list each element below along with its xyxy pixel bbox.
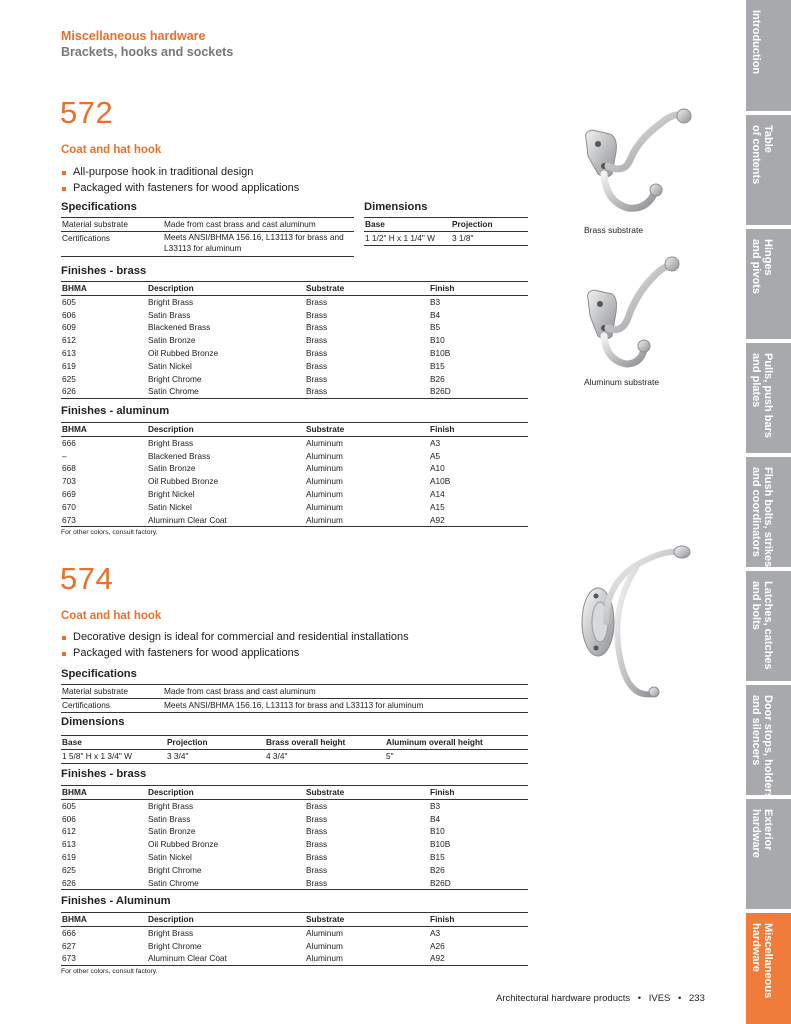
- dimensions-table: [364, 217, 528, 246]
- tab-label: Exterior hardware: [750, 809, 774, 858]
- feature-item: Packaged with fasteners for wood applications: [61, 181, 299, 197]
- bhma-code: 613: [62, 839, 76, 850]
- substrate: Brass: [306, 347, 328, 358]
- column-header: Finish: [429, 786, 528, 800]
- aluminum-hook-image: [578, 252, 688, 370]
- feature-item: Decorative design is ideal for commercial and residential installations: [61, 630, 409, 646]
- substrate: Brass: [306, 373, 328, 384]
- substrate: Aluminum: [306, 501, 343, 512]
- footer-separator: •: [678, 993, 682, 1004]
- finish-description: Satin Brass: [148, 813, 191, 824]
- table-row: [61, 749, 528, 763]
- tab-label: Miscellaneous hardware: [750, 923, 774, 999]
- column-header: Base: [61, 736, 166, 750]
- finishes-brass-table: [61, 785, 528, 890]
- column-header: Description: [147, 282, 305, 296]
- finish-code: A5: [430, 450, 441, 461]
- table-header-row: [61, 786, 528, 800]
- bhma-code: 668: [62, 463, 76, 474]
- table-row: [61, 462, 528, 475]
- image-caption: Aluminum substrate: [584, 377, 660, 387]
- tab-door-stops[interactable]: [746, 685, 791, 799]
- bhma-code: 666: [62, 927, 76, 938]
- finish-description: Satin Bronze: [148, 335, 196, 346]
- substrate: Aluminum: [305, 952, 429, 965]
- bhma-code: 605: [62, 800, 76, 811]
- column-header: BHMA: [61, 282, 147, 296]
- substrate: Aluminum: [306, 450, 343, 461]
- table-row: [61, 475, 528, 488]
- substrate: Brass: [306, 360, 328, 371]
- footer-separator: •: [637, 993, 642, 1004]
- image-caption: Brass substrate: [584, 225, 644, 235]
- finish-description: Satin Nickel: [148, 360, 192, 371]
- finish-code: B4: [430, 309, 441, 320]
- tab-latches-catches[interactable]: [746, 571, 791, 681]
- substrate: Brass: [306, 309, 328, 320]
- finishes-aluminum-heading: Finishes - aluminum: [61, 405, 170, 417]
- bhma-code: 619: [62, 851, 76, 862]
- bhma-code: 670: [62, 501, 76, 512]
- column-header: Projection: [451, 218, 528, 232]
- finish-code: B26: [430, 373, 445, 384]
- finish-description: Oil Rubbed Bronze: [148, 347, 219, 358]
- substrate: Aluminum: [305, 514, 429, 527]
- decorative-hook-image: [576, 538, 696, 716]
- column-header: Finish: [429, 423, 528, 437]
- finish-description: Oil Rubbed Bronze: [148, 476, 219, 487]
- substrate: Brass: [306, 813, 328, 824]
- column-header: BHMA: [61, 423, 147, 437]
- finish-description: Bright Chrome: [148, 373, 202, 384]
- column-header: Aluminum overall height: [385, 736, 528, 750]
- page-number: 233: [689, 993, 705, 1004]
- finish-code: A26: [430, 940, 445, 951]
- finish-code: B10B: [430, 839, 451, 850]
- spec-value: Made from cast brass and cast aluminum: [163, 218, 354, 232]
- table-row: [61, 940, 528, 953]
- bhma-code: 613: [62, 347, 76, 358]
- finish-description: Blackened Brass: [148, 450, 211, 461]
- column-header: Base: [364, 218, 451, 232]
- table-row: [61, 926, 528, 939]
- finish-code: A14: [430, 488, 445, 499]
- table-row: [61, 436, 528, 449]
- finish-code: B10: [430, 826, 445, 837]
- finish-description: Bright Brass: [148, 437, 194, 448]
- table-row: [61, 514, 528, 527]
- bhma-code: 606: [62, 309, 76, 320]
- footer-text: Architectural hardware products: [496, 993, 631, 1004]
- bhma-code: 612: [62, 335, 76, 346]
- spec-value: Made from cast brass and cast aluminum: [163, 685, 528, 699]
- feature-item: Packaged with fasteners for wood applications: [61, 646, 409, 662]
- finish-description: Aluminum Clear Coat: [147, 952, 305, 965]
- finishes-brass-heading: Finishes - brass: [61, 265, 147, 277]
- tab-label: Latches, catches and bolts: [750, 581, 774, 670]
- finish-code: B4: [430, 813, 441, 824]
- tab-introduction[interactable]: [746, 0, 791, 111]
- table-row: [61, 952, 528, 965]
- finish-description: Blackened Brass: [148, 322, 211, 333]
- tab-label: Table of contents: [750, 125, 774, 185]
- dimension-value: 1 5/8" H x 1 3/4" W: [61, 749, 166, 763]
- table-row: [61, 309, 528, 322]
- finish-description: Satin Bronze: [148, 463, 196, 474]
- product-title: Coat and hat hook: [61, 610, 162, 622]
- table-row: [61, 218, 354, 232]
- bhma-code: 609: [62, 322, 76, 333]
- spec-label: Certifications: [61, 698, 163, 712]
- page-footer: [496, 993, 705, 1004]
- tab-label: Flush bolts, strikes and coordinators: [750, 467, 774, 568]
- bhma-code: 606: [62, 813, 76, 824]
- bhma-code: 625: [62, 373, 76, 384]
- finish-description: Bright Chrome: [148, 940, 202, 951]
- table-row: [61, 501, 528, 514]
- section-title: Miscellaneous hardware: [61, 29, 206, 43]
- dimension-value: 3 1/8": [451, 231, 528, 245]
- dimension-value: 4 3/4": [265, 749, 385, 763]
- dimension-value: 5": [385, 749, 528, 763]
- column-header: Substrate: [305, 786, 429, 800]
- finish-code: B5: [430, 322, 441, 333]
- bhma-code: 673: [61, 514, 147, 527]
- table-row: [61, 450, 528, 463]
- column-header: Substrate: [305, 913, 429, 927]
- table-row: [61, 321, 528, 334]
- bhma-code: 673: [61, 952, 147, 965]
- table-row: [61, 851, 528, 864]
- column-header: Substrate: [305, 282, 429, 296]
- bhma-code: 605: [62, 296, 76, 307]
- finishes-aluminum-table: [61, 422, 528, 527]
- finish-description: Satin Nickel: [148, 501, 192, 512]
- finish-code: B3: [430, 800, 441, 811]
- bhma-code: 626: [61, 877, 147, 890]
- finish-description: Bright Nickel: [148, 488, 195, 499]
- feature-list: [61, 630, 409, 661]
- tab-flush-bolts[interactable]: [746, 457, 791, 567]
- spec-label: Material substrate: [61, 218, 163, 232]
- spec-value: Meets ANSI/BHMA 156.16, L13113 for brass and L33113 for aluminum: [163, 698, 528, 712]
- finish-code: B3: [430, 296, 441, 307]
- finish-description: Oil Rubbed Bronze: [148, 839, 219, 850]
- tab-table-of-contents[interactable]: [746, 115, 791, 225]
- table-row: [61, 231, 354, 256]
- brass-hook-image: [578, 104, 696, 214]
- substrate: Brass: [306, 839, 328, 850]
- substrate: Brass: [306, 864, 328, 875]
- substrate: Aluminum: [306, 940, 343, 951]
- tab-hinges-and-pivots[interactable]: [746, 229, 791, 339]
- finish-code: B26: [430, 864, 445, 875]
- subsection-title: Brackets, hooks and sockets: [61, 45, 234, 59]
- finishes-brass-heading: Finishes - brass: [61, 768, 147, 780]
- tab-label: Introduction: [750, 10, 762, 75]
- finish-description: Bright Chrome: [148, 864, 202, 875]
- feature-list: [61, 165, 299, 196]
- spec-value: Meets ANSI/BHMA 156.16, L13113 for brass and L33113 for aluminum: [163, 231, 354, 256]
- dimensions-heading: Dimensions: [61, 716, 125, 728]
- table-header-row: [364, 218, 528, 232]
- bhma-code: 703: [62, 476, 76, 487]
- footer-brand: IVES: [648, 993, 671, 1004]
- dimensions-heading: Dimensions: [364, 201, 428, 213]
- bhma-code: 612: [62, 826, 76, 837]
- specifications-heading: Specifications: [61, 668, 137, 680]
- finishes-aluminum-heading: Finishes - Aluminum: [61, 895, 171, 907]
- section-tabs: [746, 0, 791, 1024]
- substrate: Brass: [306, 322, 328, 333]
- table-row: [61, 877, 528, 890]
- substrate: Aluminum: [306, 476, 343, 487]
- footnote: For other colors, consult factory.: [61, 529, 158, 536]
- dimension-value: 3 3/4": [166, 749, 265, 763]
- tab-exterior-hardware[interactable]: [746, 799, 791, 909]
- specifications-table: [61, 217, 354, 257]
- column-header: Description: [147, 423, 305, 437]
- dimension-value: 1 1/2" H x 1 1/4" W: [364, 231, 451, 245]
- finish-code: B10: [430, 335, 445, 346]
- tab-label: Door stops, holders and silencers: [750, 695, 774, 799]
- column-header: Description: [147, 786, 305, 800]
- table-header-row: [61, 423, 528, 437]
- substrate: Brass: [305, 877, 429, 890]
- tab-label: Pulls, push bars and plates: [750, 353, 774, 438]
- finish-description: Satin Chrome: [147, 877, 305, 890]
- finish-code: A3: [430, 927, 441, 938]
- column-header: BHMA: [61, 786, 147, 800]
- column-header: Substrate: [305, 423, 429, 437]
- bhma-code: 626: [61, 385, 147, 398]
- finish-code: A3: [430, 437, 441, 448]
- table-row: [61, 838, 528, 851]
- product-number: 574: [60, 561, 114, 596]
- finish-code: A92: [429, 952, 528, 965]
- substrate: Brass: [305, 385, 429, 398]
- product-number: 572: [60, 95, 114, 130]
- table-row: [61, 360, 528, 373]
- column-header: Finish: [429, 282, 528, 296]
- table-row: [364, 231, 528, 245]
- dimensions-table: [61, 735, 528, 764]
- finish-code: A10: [430, 463, 445, 474]
- bhma-code: 669: [62, 488, 76, 499]
- finish-code: A92: [429, 514, 528, 527]
- table-row: [61, 295, 528, 308]
- substrate: Brass: [306, 800, 328, 811]
- table-header-row: [61, 913, 528, 927]
- table-header-row: [61, 736, 528, 750]
- column-header: Brass overall height: [265, 736, 385, 750]
- bhma-code: 627: [62, 940, 76, 951]
- bhma-code: 619: [62, 360, 76, 371]
- column-header: BHMA: [61, 913, 147, 927]
- substrate: Aluminum: [306, 463, 343, 474]
- tab-miscellaneous-hardware[interactable]: [746, 913, 791, 1024]
- finishes-aluminum-table: [61, 912, 528, 966]
- finishes-brass-table: [61, 281, 528, 399]
- bhma-code: 625: [62, 864, 76, 875]
- finish-description: Satin Chrome: [147, 385, 305, 398]
- table-row: [61, 698, 528, 712]
- table-row: [61, 799, 528, 812]
- finish-description: Bright Brass: [148, 800, 194, 811]
- substrate: Aluminum: [306, 927, 343, 938]
- feature-item: All-purpose hook in traditional design: [61, 165, 299, 181]
- finish-code: A15: [430, 501, 445, 512]
- table-row: [61, 385, 528, 398]
- spec-label: Certifications: [61, 231, 163, 256]
- finish-description: Bright Brass: [148, 927, 194, 938]
- bhma-code: –: [62, 450, 67, 461]
- finish-code: B15: [430, 360, 445, 371]
- table-header-row: [61, 282, 528, 296]
- footnote: For other colors, consult factory.: [61, 968, 158, 975]
- tab-label: Hinges and pivots: [750, 239, 774, 295]
- table-row: [61, 347, 528, 360]
- finish-description: Satin Brass: [148, 309, 191, 320]
- product-title: Coat and hat hook: [61, 144, 162, 156]
- table-row: [61, 685, 528, 699]
- finish-code: B15: [430, 851, 445, 862]
- column-header: Description: [147, 913, 305, 927]
- substrate: Brass: [306, 826, 328, 837]
- table-row: [61, 864, 528, 877]
- specifications-heading: Specifications: [61, 201, 137, 213]
- column-header: Projection: [166, 736, 265, 750]
- bhma-code: 666: [62, 437, 76, 448]
- finish-description: Satin Nickel: [148, 851, 192, 862]
- table-row: [61, 813, 528, 826]
- table-row: [61, 825, 528, 838]
- specifications-table: [61, 684, 528, 713]
- finish-description: Satin Bronze: [148, 826, 196, 837]
- table-row: [61, 373, 528, 386]
- substrate: Brass: [306, 335, 328, 346]
- finish-description: Aluminum Clear Coat: [147, 514, 305, 527]
- substrate: Brass: [306, 296, 328, 307]
- table-row: [61, 334, 528, 347]
- column-header: Finish: [429, 913, 528, 927]
- finish-description: Bright Brass: [148, 296, 194, 307]
- finish-code: B26D: [429, 877, 528, 890]
- finish-code: B10B: [430, 347, 451, 358]
- substrate: Brass: [306, 851, 328, 862]
- substrate: Aluminum: [306, 437, 343, 448]
- tab-pulls-push-bars[interactable]: [746, 343, 791, 453]
- spec-label: Material substrate: [61, 685, 163, 699]
- substrate: Aluminum: [306, 488, 343, 499]
- table-row: [61, 488, 528, 501]
- finish-code: A10B: [430, 476, 451, 487]
- finish-code: B26D: [429, 385, 528, 398]
